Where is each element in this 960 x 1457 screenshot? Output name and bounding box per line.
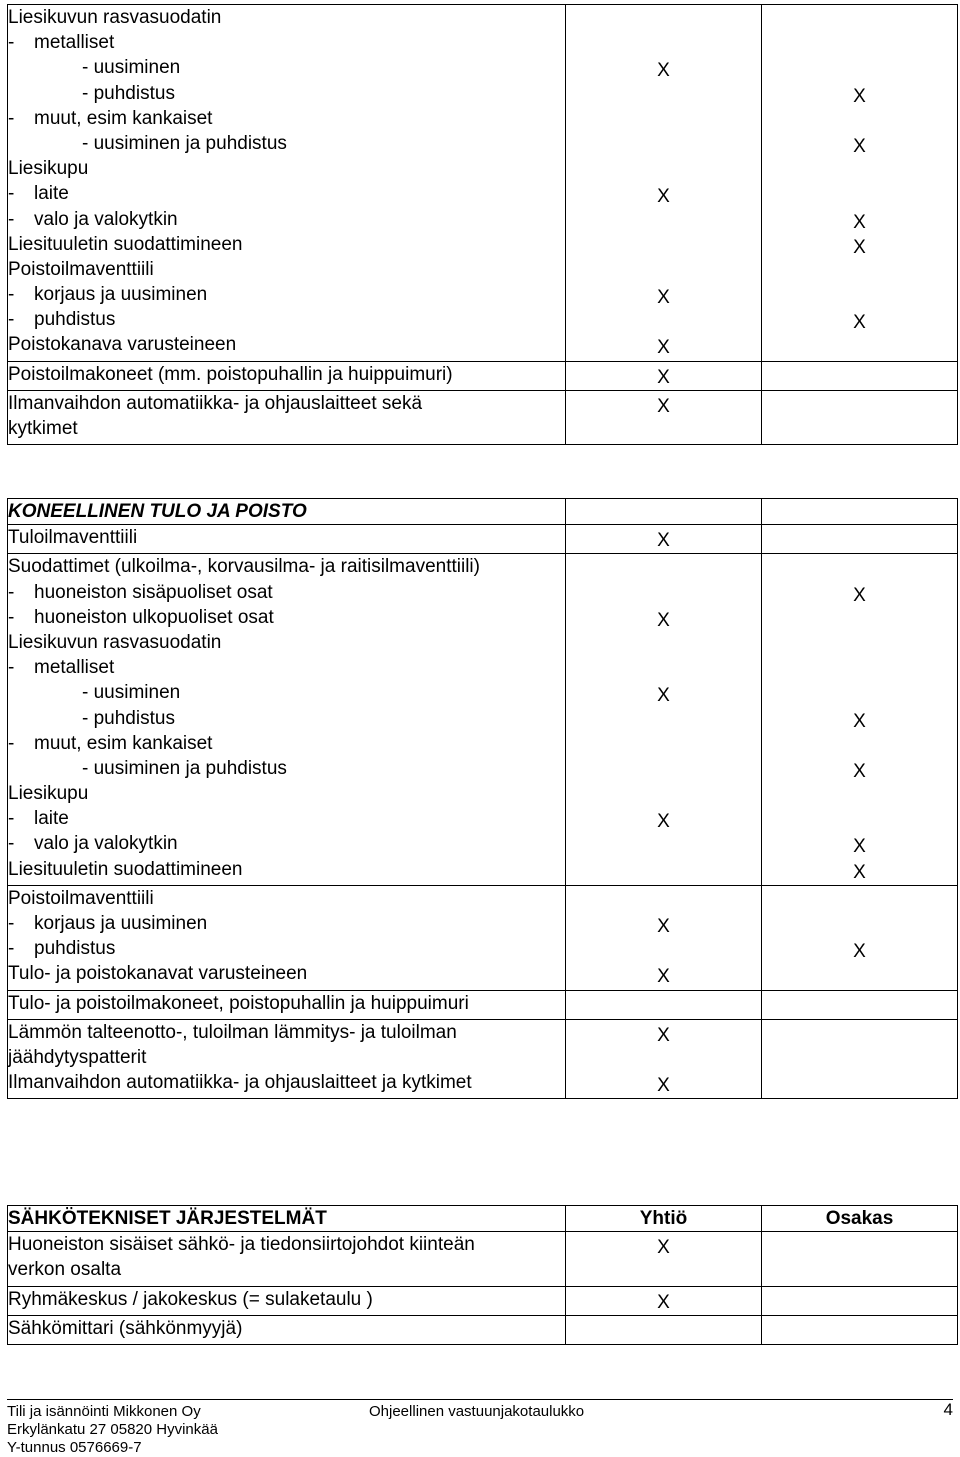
- item-label: puhdistus: [34, 938, 116, 960]
- yhtio-mark: [566, 1319, 761, 1344]
- item-line: Poistoilmaventtiili: [8, 887, 154, 909]
- item-label: valo ja valokytkin: [34, 208, 178, 230]
- footer-address: Erkylänkatu 27 05820 Hyvinkää: [7, 1421, 218, 1438]
- yhtio-mark: [566, 658, 761, 683]
- yhtio-mark: [566, 834, 761, 859]
- item-line: Huoneiston sisäiset sähkö- ja tiedonsiirtojohdot kiinteän: [8, 1234, 475, 1256]
- yhtio-mark: [566, 1048, 761, 1073]
- item-cell: [8, 990, 566, 1019]
- yhtio-cell: [566, 525, 762, 554]
- bullet-dash: -: [8, 606, 15, 628]
- yhtio-mark: [566, 759, 761, 784]
- bullet-dash: -: [8, 183, 15, 205]
- item-line: kytkimet: [8, 418, 78, 439]
- item-line: - uusiminen: [82, 57, 181, 79]
- yhtio-cell: [566, 1315, 762, 1344]
- yhtio-mark: X: [657, 1075, 670, 1097]
- bullet-dash: -: [8, 581, 15, 603]
- yhtio-cell: [566, 1019, 762, 1099]
- footer-company: Tili ja isännöinti Mikkonen Oy: [7, 1403, 201, 1420]
- osakas-mark: X: [853, 236, 866, 258]
- osakas-mark: [762, 184, 957, 209]
- osakas-mark: [762, 394, 957, 419]
- item-line: Poistoilmakoneet (mm. poistopuhallin ja huippuimuri): [8, 363, 453, 385]
- bullet-dash: -: [8, 913, 15, 934]
- item-label: valo ja valokytkin: [34, 833, 178, 855]
- osakas-mark: [762, 285, 957, 310]
- item-label: muut, esim kankaiset: [34, 107, 213, 129]
- osakas-mark: X: [853, 836, 866, 858]
- bullet-dash: -: [8, 657, 15, 679]
- yhtio-mark: [566, 419, 761, 444]
- item-label: korjaus ja uusiminen: [34, 284, 208, 306]
- item-cell: [8, 390, 566, 444]
- osakas-mark: X: [853, 135, 866, 157]
- item-label: laite: [34, 183, 69, 205]
- yhtio-mark: [566, 557, 761, 582]
- item-label: metalliset: [34, 32, 115, 54]
- yhtio-cell: [566, 554, 762, 885]
- osakas-mark: [762, 1023, 957, 1048]
- osakas-mark: [762, 528, 957, 553]
- bullet-dash: -: [8, 732, 15, 754]
- item-line: Liesituuletin suodattimineen: [8, 858, 243, 880]
- item-line: [8, 605, 565, 630]
- item-line: Liesituuletin suodattimineen: [8, 233, 243, 255]
- yhtio-mark: [566, 134, 761, 159]
- osakas-mark: [762, 1073, 957, 1098]
- item-line: - puhdistus: [82, 82, 175, 104]
- section-title: KONEELLINEN TULO JA POISTO: [8, 501, 307, 522]
- item-label: laite: [34, 808, 69, 830]
- item-line: [8, 181, 565, 206]
- electrical-systems-table: [7, 1205, 958, 1345]
- item-line: Lämmön talteenotto-, tuloilman lämmitys- ja tuloilman: [8, 1021, 457, 1043]
- osakas-cell: [762, 390, 958, 444]
- item-label: puhdistus: [34, 309, 116, 331]
- item-cell: [8, 361, 566, 390]
- item-line: [8, 911, 565, 936]
- osakas-mark: X: [853, 861, 866, 883]
- osakas-cell: [762, 990, 958, 1019]
- osakas-cell: [762, 5, 958, 362]
- table-row: [8, 5, 958, 362]
- item-line: Poistoilmaventtiili: [8, 258, 154, 280]
- section-header-row: [8, 499, 958, 525]
- osakas-cell: [762, 1315, 958, 1344]
- yhtio-mark: X: [657, 966, 670, 988]
- item-line: Liesikuvun rasvasuodatin: [8, 7, 222, 28]
- item-line: Suodattimet (ulkoilma-, korvausilma- ja raitisilmaventtiili): [8, 556, 480, 578]
- osakas-mark: [762, 809, 957, 834]
- page-footer: [7, 1399, 953, 1456]
- item-line: Liesikuvun rasvasuodatin: [8, 631, 222, 653]
- yhtio-mark: [566, 8, 761, 33]
- item-line: - uusiminen ja puhdistus: [82, 757, 287, 779]
- item-line: - puhdistus: [82, 707, 175, 729]
- item-cell: [8, 1286, 566, 1315]
- table-row: [8, 361, 958, 390]
- yhtio-mark: [566, 709, 761, 734]
- osakas-cell: [762, 1019, 958, 1099]
- yhtio-mark: [566, 734, 761, 759]
- yhtio-mark: [566, 939, 761, 964]
- footer-doc-title: Ohjeellinen vastuunjakotaulukko: [369, 1403, 585, 1420]
- osakas-mark: [762, 784, 957, 809]
- item-line: [8, 731, 565, 756]
- osakas-mark: [762, 608, 957, 633]
- osakas-mark: [762, 1319, 957, 1344]
- yhtio-mark: [566, 784, 761, 809]
- yhtio-mark: [566, 84, 761, 109]
- yhtio-mark: X: [657, 609, 670, 631]
- item-line: [8, 282, 565, 307]
- osakas-mark: [762, 159, 957, 184]
- yhtio-mark: X: [657, 1291, 670, 1313]
- bullet-dash: -: [8, 32, 15, 54]
- yhtio-mark: [566, 159, 761, 184]
- column-header-osakas: Osakas: [825, 1208, 894, 1229]
- yhtio-cell: [566, 5, 762, 362]
- yhtio-cell: [566, 885, 762, 990]
- yhtio-mark: [566, 235, 761, 260]
- yhtio-cell: [566, 390, 762, 444]
- item-line: [8, 30, 565, 55]
- osakas-mark: [762, 58, 957, 83]
- item-line: Liesikupu: [8, 158, 89, 180]
- osakas-mark: X: [853, 584, 866, 606]
- item-cell: [8, 554, 566, 885]
- osakas-mark: X: [853, 941, 866, 963]
- bullet-dash: -: [8, 309, 15, 331]
- yhtio-cell: [566, 361, 762, 390]
- ventilation-table-continued: [7, 4, 958, 445]
- osakas-mark: [762, 889, 957, 914]
- item-line: verkon osalta: [8, 1259, 122, 1281]
- yhtio-mark: X: [657, 685, 670, 707]
- yhtio-mark: X: [657, 337, 670, 359]
- item-line: Ryhmäkeskus / jakokeskus (= sulaketaulu ): [8, 1288, 373, 1310]
- yhtio-mark: [566, 889, 761, 914]
- item-line: [8, 207, 565, 232]
- item-line: - uusiminen ja puhdistus: [82, 132, 287, 154]
- osakas-mark: [762, 260, 957, 285]
- osakas-cell: [762, 361, 958, 390]
- yhtio-mark: X: [657, 916, 670, 937]
- item-label: huoneiston ulkopuoliset osat: [34, 606, 274, 628]
- osakas-mark: [762, 964, 957, 989]
- item-line: [8, 806, 565, 831]
- table-row: [8, 525, 958, 554]
- osakas-mark: [762, 419, 957, 444]
- yhtio-mark: [566, 310, 761, 335]
- osakas-mark: X: [853, 85, 866, 107]
- yhtio-mark: X: [657, 1024, 670, 1046]
- osakas-mark: [762, 1290, 957, 1315]
- table-row: [8, 1019, 958, 1099]
- item-line: jäähdytyspatterit: [8, 1046, 147, 1068]
- table-row: [8, 1286, 958, 1315]
- yhtio-mark: [566, 210, 761, 235]
- yhtio-mark: [566, 1260, 761, 1285]
- bullet-dash: -: [8, 284, 15, 306]
- item-cell: [8, 5, 566, 362]
- bullet-dash: -: [8, 833, 15, 855]
- yhtio-cell: [566, 990, 762, 1019]
- osakas-mark: [762, 365, 957, 390]
- section-title: SÄHKÖTEKNISET JÄRJESTELMÄT: [8, 1208, 327, 1229]
- yhtio-cell: [566, 1286, 762, 1315]
- item-line: Tulo- ja poistoilmakoneet, poistopuhallin ja huippuimuri: [8, 992, 469, 1014]
- yhtio-mark: X: [657, 60, 670, 82]
- column-header-yhtio: Yhtiö: [639, 1208, 688, 1229]
- osakas-mark: [762, 633, 957, 658]
- item-line: Ilmanvaihdon automatiikka- ja ohjauslaitteet sekä: [8, 392, 423, 414]
- osakas-mark: [762, 734, 957, 759]
- item-line: Sähkömittari (sähkönmyyjä): [8, 1317, 243, 1339]
- item-label: korjaus ja uusiminen: [34, 913, 208, 934]
- item-cell: [8, 1315, 566, 1344]
- item-line: [8, 655, 565, 680]
- item-line: [8, 106, 565, 131]
- osakas-mark: X: [853, 211, 866, 233]
- item-line: - uusiminen: [82, 682, 181, 704]
- osakas-mark: X: [853, 312, 866, 334]
- item-line: [8, 580, 565, 605]
- item-line: Ilmanvaihdon automatiikka- ja ohjauslaitteet ja kytkimet: [8, 1072, 472, 1094]
- osakas-cell: [762, 525, 958, 554]
- yhtio-mark: X: [657, 1237, 670, 1259]
- osakas-mark: [762, 557, 957, 582]
- item-line: [8, 307, 565, 332]
- footer-company-info: [7, 1403, 218, 1457]
- item-label: muut, esim kankaiset: [34, 732, 213, 754]
- bullet-dash: -: [8, 938, 15, 960]
- item-line: Poistokanava varusteineen: [8, 334, 237, 356]
- osakas-mark: X: [853, 710, 866, 732]
- bullet-dash: -: [8, 208, 15, 230]
- osakas-mark: [762, 335, 957, 360]
- osakas-mark: [762, 109, 957, 134]
- item-line: Liesikupu: [8, 783, 89, 805]
- table-row: [8, 1315, 958, 1344]
- item-line: Tulo- ja poistokanavat varusteineen: [8, 963, 308, 985]
- item-cell: [8, 1232, 566, 1286]
- osakas-mark: [762, 658, 957, 683]
- bullet-dash: -: [8, 107, 15, 129]
- osakas-cell: [762, 1232, 958, 1286]
- yhtio-mark: X: [657, 811, 670, 833]
- osakas-mark: [762, 914, 957, 939]
- table-row: [8, 390, 958, 444]
- yhtio-mark: [566, 633, 761, 658]
- table-row: [8, 554, 958, 885]
- osakas-mark: [762, 1260, 957, 1285]
- osakas-mark: [762, 33, 957, 58]
- item-line: [8, 936, 565, 961]
- item-label: metalliset: [34, 657, 115, 679]
- mechanical-supply-exhaust-table: [7, 498, 958, 1099]
- item-label: huoneiston sisäpuoliset osat: [34, 581, 273, 603]
- item-line: Tuloilmaventtiili: [8, 527, 138, 549]
- yhtio-mark: X: [657, 395, 670, 417]
- osakas-cell: [762, 1286, 958, 1315]
- osakas-mark: [762, 683, 957, 708]
- yhtio-mark: [566, 33, 761, 58]
- osakas-mark: [762, 994, 957, 1019]
- footer-business-id: Y-tunnus 0576669-7: [7, 1439, 142, 1456]
- osakas-mark: [762, 8, 957, 33]
- footer-page-number: 4: [943, 1400, 953, 1419]
- yhtio-mark: [566, 994, 761, 1019]
- item-line: [8, 831, 565, 856]
- yhtio-mark: X: [657, 287, 670, 309]
- yhtio-mark: [566, 583, 761, 608]
- osakas-mark: [762, 1048, 957, 1073]
- item-cell: [8, 525, 566, 554]
- yhtio-mark: X: [657, 186, 670, 208]
- yhtio-mark: [566, 860, 761, 885]
- osakas-cell: [762, 885, 958, 990]
- item-cell: [8, 1019, 566, 1099]
- osakas-cell: [762, 554, 958, 885]
- yhtio-cell: [566, 1232, 762, 1286]
- bullet-dash: -: [8, 808, 15, 830]
- yhtio-mark: X: [657, 530, 670, 552]
- yhtio-mark: [566, 109, 761, 134]
- table-row: [8, 990, 958, 1019]
- section-header-row: [8, 1206, 958, 1232]
- table-row: [8, 1232, 958, 1286]
- yhtio-mark: [566, 260, 761, 285]
- osakas-mark: [762, 1235, 957, 1260]
- item-cell: [8, 885, 566, 990]
- osakas-mark: X: [853, 760, 866, 782]
- table-row: [8, 885, 958, 990]
- yhtio-mark: X: [657, 366, 670, 388]
